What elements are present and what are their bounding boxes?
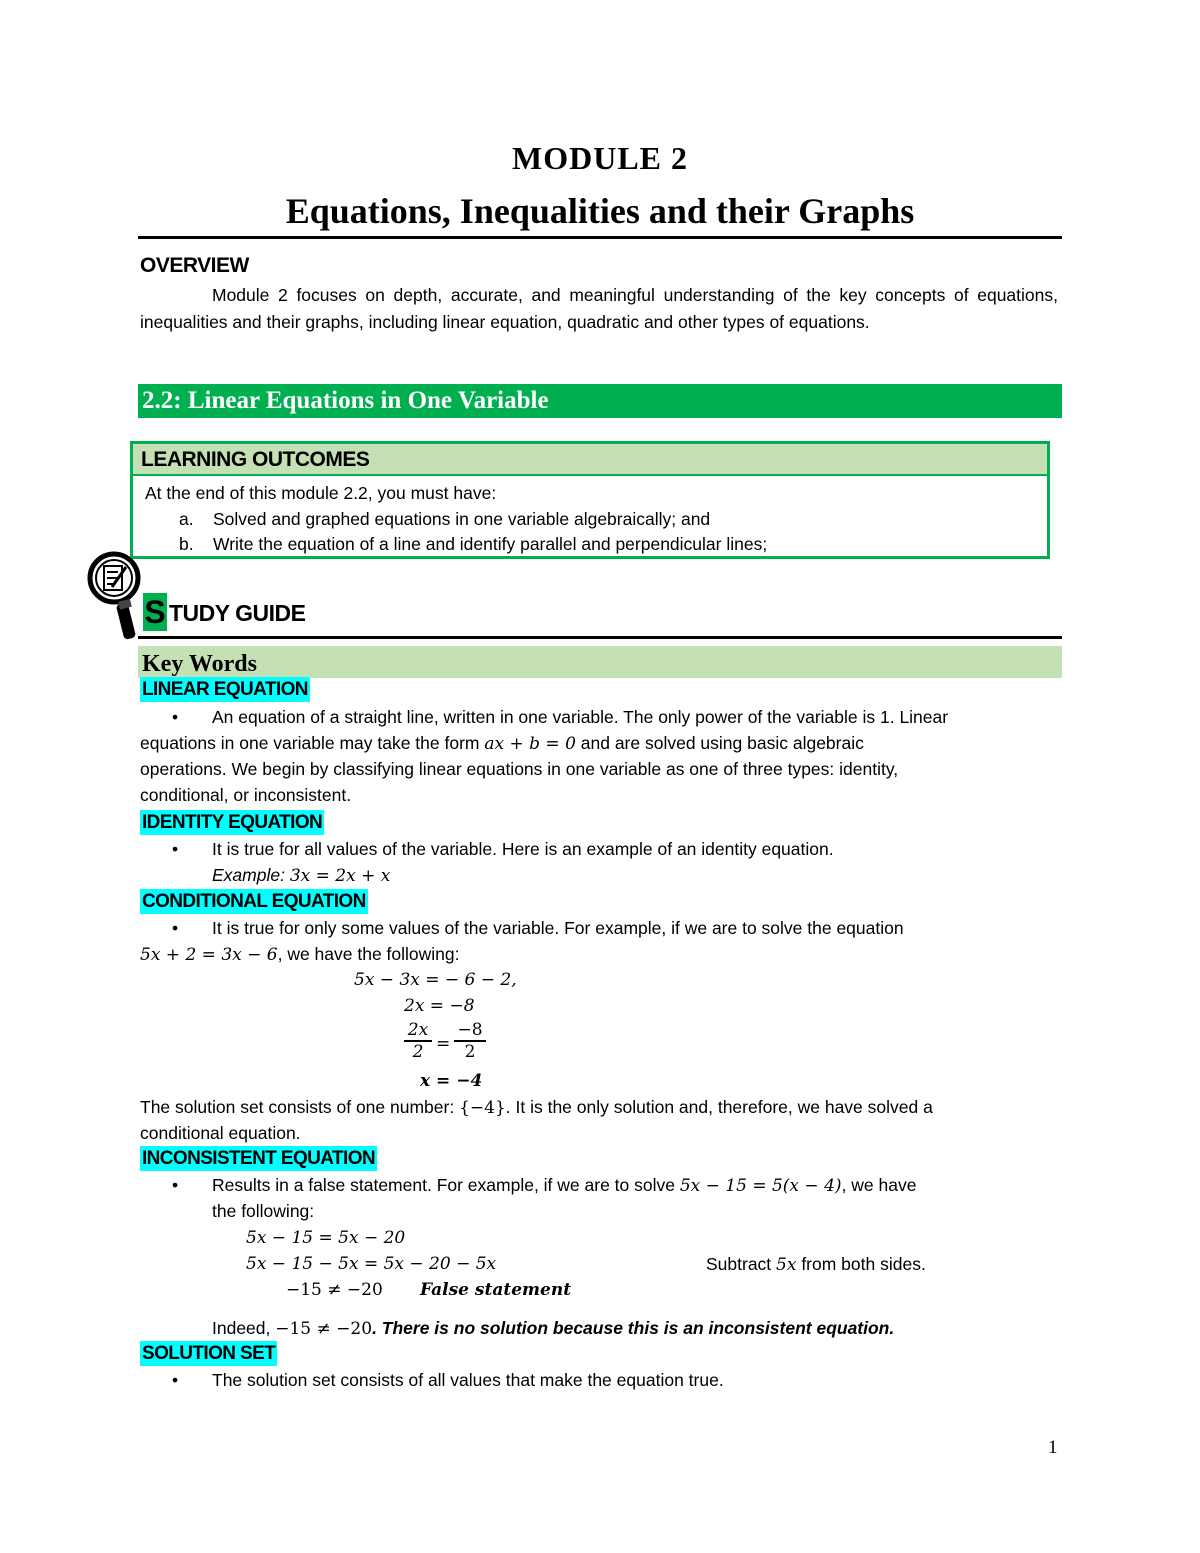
bullet-icon: •: [172, 839, 179, 859]
term-solution-set: SOLUTION SET: [142, 1343, 276, 1364]
linear-line-2: equations in one variable may take the form ax + b = 0 and are solved using basic algebraic: [140, 733, 864, 754]
term-linear-equation: LINEAR EQUATION: [142, 679, 308, 700]
inconsistent-conclusion: Indeed, −15 ≠ −20. There is no solution because this is an inconsistent equation.: [212, 1318, 895, 1339]
conditional-step-4: x = −4: [420, 1071, 483, 1091]
solution-set-line-1: The solution set consists of all values that make the equation true.: [212, 1370, 724, 1390]
identity-example: Example: 3x = 2x + x: [212, 865, 391, 886]
module-title: MODULE 2: [512, 140, 688, 176]
conditional-line-1: It is true for only some values of the variable. For example, if we are to solve the equation: [212, 918, 904, 938]
conditional-step-2: 2x = −8: [404, 996, 475, 1016]
identity-line-1: It is true for all values of the variable. Here is an example of an identity equation.: [212, 839, 834, 859]
learning-outcomes-box: LEARNING OUTCOMES At the end of this module 2.2, you must have: a. Solved and graphed equations in one variable algebraically; and b. Write the equation of a line and identify parallel and perpendicular lines;: [130, 441, 1050, 559]
fraction-right: −8 2: [454, 1020, 486, 1062]
inconsistent-step-3: −15 ≠ −20: [286, 1280, 383, 1300]
learning-outcomes-intro: At the end of this module 2.2, you must have:: [145, 483, 497, 503]
title-rule: [138, 236, 1062, 239]
conditional-line-2: 5x + 2 = 3x − 6, we have the following:: [140, 944, 460, 965]
module-subtitle: Equations, Inequalities and their Graphs: [285, 191, 915, 231]
section-title: 2.2: Linear Equations in One Variable: [138, 384, 1062, 418]
false-statement-note: False statement: [420, 1280, 572, 1300]
inconsistent-line-1: Results in a false statement. For example, if we are to solve 5x − 15 = 5(x − 4), we have: [212, 1175, 917, 1196]
conditional-solution-2: conditional equation.: [140, 1123, 301, 1143]
inconsistent-step-1: 5x − 15 = 5x − 20: [246, 1228, 406, 1248]
study-guide-heading: TUDY GUIDE: [169, 600, 306, 626]
conditional-solution: The solution set consists of one number: {−4}. It is the only solution and, therefore, we have solved a: [140, 1097, 933, 1118]
study-guide-rule: [138, 636, 1062, 639]
study-guide-initial: S: [144, 594, 166, 630]
fraction-equals: =: [436, 1034, 451, 1054]
term-inconsistent-equation: INCONSISTENT EQUATION: [142, 1148, 375, 1169]
linear-line-4: conditional, or inconsistent.: [140, 785, 352, 805]
page-number: 1: [1048, 1437, 1058, 1458]
overview-text: Module 2 focuses on depth, accurate, and meaningful understanding of the key concepts of equations, inequalities and their graphs, including linear equation, quadratic and other types of equations.: [140, 285, 1058, 332]
bullet-icon: •: [172, 707, 179, 727]
inconsistent-line-2: the following:: [212, 1201, 315, 1221]
linear-line-1: An equation of a straight line, written in one variable. The only power of the variable is 1. Linear: [212, 707, 949, 727]
conditional-step-1: 5x − 3x = − 6 − 2,: [354, 970, 517, 990]
bullet-icon: •: [172, 1175, 179, 1195]
term-conditional-equation: CONDITIONAL EQUATION: [142, 891, 366, 912]
key-words-heading: Key Words: [138, 646, 1062, 678]
fraction-left: 2x 2: [404, 1020, 432, 1062]
learning-outcomes-heading: LEARNING OUTCOMES: [133, 444, 1047, 476]
bullet-icon: •: [172, 1370, 179, 1390]
inconsistent-step-2-note: Subtract 5x from both sides.: [706, 1254, 926, 1275]
bullet-icon: •: [172, 918, 179, 938]
linear-line-3: operations. We begin by classifying linear equations in one variable as one of three types: identity,: [140, 759, 899, 779]
term-identity-equation: IDENTITY EQUATION: [142, 812, 323, 833]
overview-heading: OVERVIEW: [140, 254, 249, 277]
inconsistent-step-2: 5x − 15 − 5x = 5x − 20 − 5x: [246, 1254, 497, 1274]
magnifier-notepad-icon: [86, 549, 146, 645]
